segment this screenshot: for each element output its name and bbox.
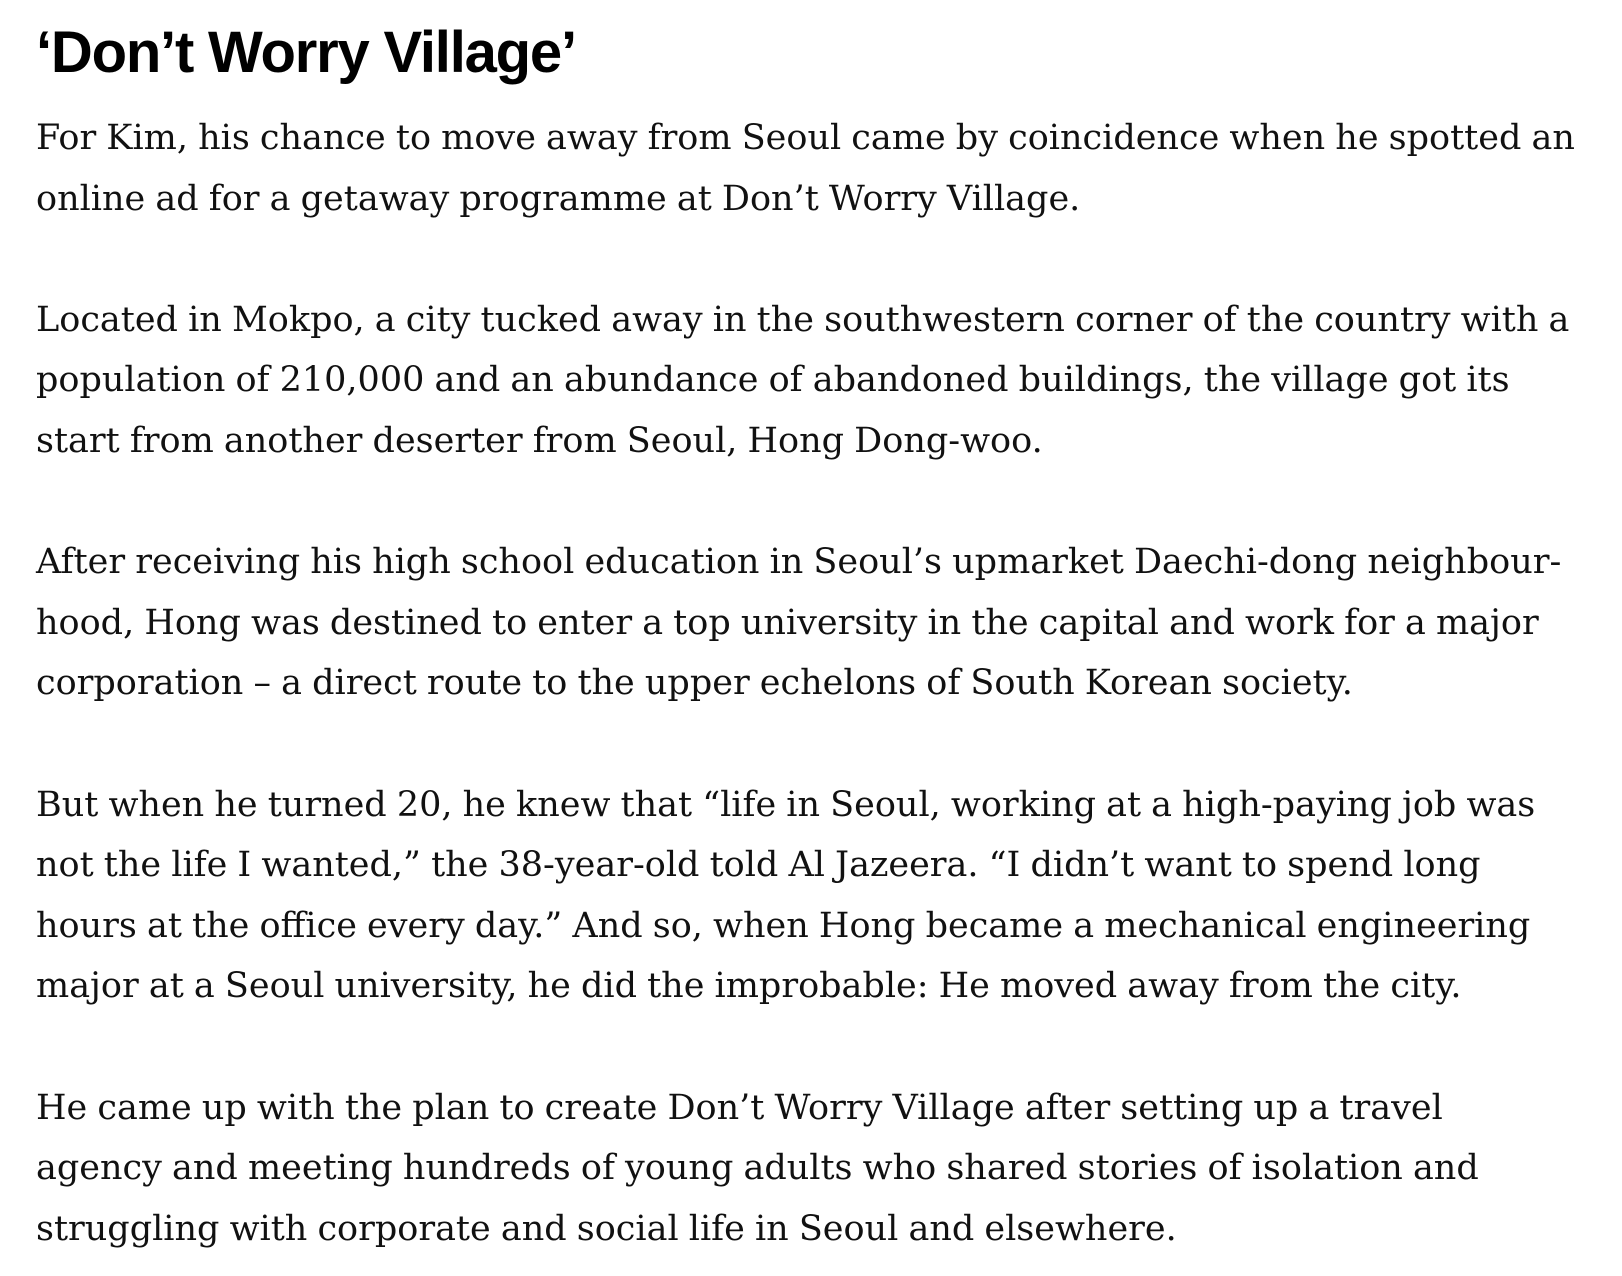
paragraph-line: hours at the office every day.” And so, when Hong became a mechanical engineering <box>36 905 1531 946</box>
section-heading: ‘Don’t Worry Village’ <box>36 20 576 85</box>
paragraph-line: corporation – a direct route to the upper echelons of South Korean society. <box>36 663 1353 704</box>
paragraph-line: population of 210,000 and an abundance of abandoned buildings, the village got its <box>36 360 1510 401</box>
paragraph-line: hood, Hong was destined to enter a top university in the capital and work for a major <box>36 602 1539 643</box>
paragraph-line: major at a Seoul university, he did the improbable: He moved away from the city. <box>36 966 1462 1007</box>
paragraph-line: But when he turned 20, he knew that “life in Seoul, working at a high-paying job was <box>36 784 1536 825</box>
paragraph-line: agency and meeting hundreds of young adults who shared stories of isolation and <box>36 1148 1479 1189</box>
paragraph-line: start from another deserter from Seoul, Hong Dong-woo. <box>36 420 1043 461</box>
paragraph-hong-turned-20 <box>36 775 1596 1017</box>
paragraph-kim-chance <box>36 108 1596 229</box>
paragraph-line: online ad for a getaway programme at Don’t Worry Village. <box>36 178 1081 219</box>
paragraph-mokpo-location <box>36 290 1596 472</box>
paragraph-hong-education <box>36 532 1596 714</box>
paragraph-line: He came up with the plan to create Don’t Worry Village after setting up a travel <box>36 1087 1443 1128</box>
paragraph-line: Located in Mokpo, a city tucked away in the southwestern corner of the country with a <box>36 299 1570 340</box>
paragraph-village-plan <box>36 1078 1596 1260</box>
paragraph-line: not the life I wanted,” the 38-year-old told Al Jazeera. “I didn’t want to spend long <box>36 845 1481 886</box>
paragraph-line: For Kim, his chance to move away from Seoul came by coincidence when he spotted an <box>36 118 1575 158</box>
paragraph-line: struggling with corporate and social life in Seoul and elsewhere. <box>36 1208 1177 1249</box>
paragraph-line: After receiving his high school education in Seoul’s upmarket Daechi-dong neighbour- <box>36 542 1562 583</box>
article-body <box>36 14 1596 1259</box>
